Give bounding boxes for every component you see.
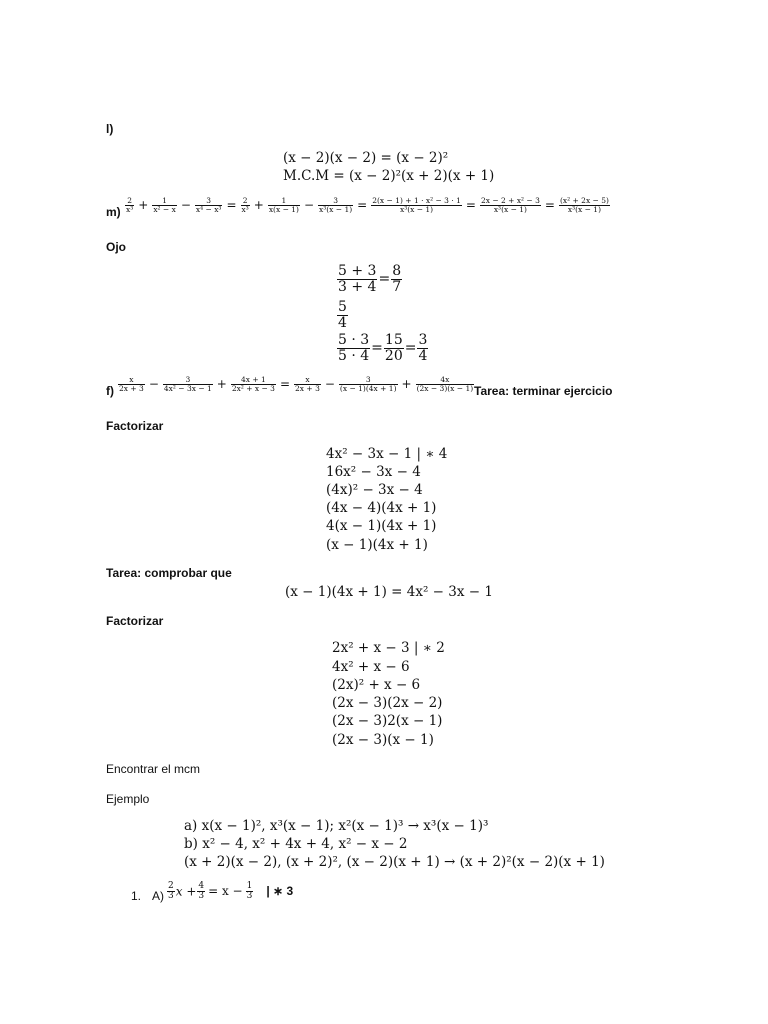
f-term-2: $\frac{3}{\text{4x² − 3x − 1}}$ [163,375,212,393]
item1-frac-2: $\frac{4}{3}$ [198,881,205,902]
f-term-1: $\frac{x}{2x + 3}$ [119,375,144,393]
m-term-6: $\frac{3}{\text{x³(x − 1)}}$ [319,196,353,214]
ojo-frac-3-result-b: $\frac{3}{4}$ [418,332,428,364]
tarea-terminar: Tarea: terminar ejercicio [474,384,613,398]
ojo-line-1: $\frac{5 + 3}{3 + 4}$ = $\frac{8}{7}$ [338,263,402,295]
f-term-5: $\frac{3}{(x - 1)(4x + 1)}$ [339,375,397,393]
factor2-line-6: (2x − 3)(x − 1) [332,732,434,748]
factor2-line-2: 4x² + x − 6 [332,659,410,675]
item1-frac-3: $\frac{1}{3}$ [246,881,253,902]
m-expression: $\frac{2}{\text{x³}}$ + $\frac{1}{\text{x² − x}}$ − $\frac{3}{\text{x⁴ − x³}}$ = $\frac{2}{\text{x³}}$ + $\frac{1}{x(x - 1)}$ − $\frac{3}{\text{x³(x − 1)}}$ = $\frac{\text{2(x − 1) + 1 · x² − 3 · 1}}{\text{x³(x − 1)}}$ = $\frac{\text{2x − 2 + x² − 3}}{\text{x³(x − 1)}}$ = $\frac{\text{(x² + 2x − 5)}}{\text{x³(x − 1)}}$ [126,196,609,214]
label-f: f) [106,384,114,398]
l-line-1: (x − 2)(x − 2) = (x − 2)² [283,150,449,166]
factorizar-heading-1: Factorizar [106,419,164,433]
ojo-frac-1-result: $\frac{8}{7}$ [392,263,402,295]
ejemplo-line-b: b) x² − 4, x² + 4x + 4, x² − x − 2 [184,836,408,852]
m-term-7: $\frac{\text{2(x − 1) + 1 · x² − 3 · 1}}{\text{x³(x − 1)}}$ [372,196,461,214]
l-line-2: M.C.M = (x − 2)²(x + 2)(x + 1) [283,168,495,184]
ojo-frac-3: $\frac{5 \cdot 3}{5 \cdot 4}$ [338,332,370,364]
m-term-9: $\frac{\text{(x² + 2x − 5)}}{\text{x³(x − 1)}}$ [559,196,609,214]
factor2-line-5: (2x − 3)2(x − 1) [332,713,443,729]
ejemplo-line-c: (x + 2)(x − 2), (x + 2)², (x − 2)(x + 1) → (x + 2)²(x − 2)(x + 1) [184,854,605,870]
item1-frac-1: $\frac{2}{3}$ [168,881,174,902]
ejemplo-heading: Ejemplo [106,792,150,806]
factor1-line-4: (4x − 4)(4x + 1) [326,500,437,516]
item-1-number: 1. [131,889,142,903]
ojo-frac-3-result-a: $\frac{15}{20}$ [384,332,403,364]
factor2-line-3: (2x)² + x − 6 [332,677,421,693]
f-term-4: $\frac{x}{2x + 3}$ [295,375,320,393]
item-1-expression: $\frac{2}{3}$ x + $\frac{4}{3}$ = x − $\frac{1}{3}$ | ∗ 3 [168,881,294,902]
ojo-frac-1: $\frac{5 + 3}{3 + 4}$ [338,263,377,295]
factor2-line-4: (2x − 3)(2x − 2) [332,695,443,711]
ojo-line-2 [336,300,349,330]
label-l: l) [106,122,114,136]
factor1-line-6: (x − 1)(4x + 1) [326,537,428,553]
comprobar-line: (x − 1)(4x + 1) = 4x² − 3x − 1 [285,584,493,600]
m-term-5: $\frac{1}{x(x - 1)}$ [268,196,299,214]
m-term-8: $\frac{\text{2x − 2 + x² − 3}}{\text{x³(x − 1)}}$ [480,196,540,214]
ojo-line-3: $\frac{5 \cdot 3}{5 \cdot 4}$ = $\frac{15}{20}$ = $\frac{3}{4}$ [338,332,428,364]
ojo-frac-2: $\frac{5}{4}$ [338,299,347,331]
factor2-line-1: 2x² + x − 3 | ∗ 2 [332,640,445,656]
f-term-3: $\frac{4x + 1}{\text{2x² + x − 3}}$ [231,375,275,393]
m-term-3: $\frac{3}{\text{x⁴ − x³}}$ [195,196,222,214]
m-term-4: $\frac{2}{\text{x³}}$ [241,196,249,214]
encontrar-mcm: Encontrar el mcm [106,762,201,776]
f-expression: $\frac{x}{2x + 3}$ − $\frac{3}{\text{4x² − 3x − 1}}$ + $\frac{4x + 1}{\text{2x² + x − 3}}$ = $\frac{x}{2x + 3}$ − $\frac{3}{(x - 1)(4x + 1)}$ + $\frac{4x}{(2x - 3)(x - 1)}$ [119,375,474,393]
m-term-2: $\frac{1}{\text{x² − x}}$ [153,196,176,214]
label-ojo: Ojo [106,240,126,254]
factor1-line-2: 16x² − 3x − 4 [326,464,421,480]
factor1-line-3: (4x)² − 3x − 4 [326,482,423,498]
factor1-line-5: 4(x − 1)(4x + 1) [326,518,437,534]
m-term-1: $\frac{2}{\text{x³}}$ [126,196,134,214]
label-m: m) [106,205,121,219]
item-1-letter: A) [152,889,164,903]
factor1-line-1: 4x² − 3x − 1 | ∗ 4 [326,446,448,462]
f-term-6: $\frac{4x}{(2x - 3)(x - 1)}$ [416,375,474,393]
factorizar-heading-2: Factorizar [106,614,164,628]
tarea-comprobar: Tarea: comprobar que [106,566,232,580]
ejemplo-line-a: a) x(x − 1)², x³(x − 1); x²(x − 1)³ → x³(x − 1)³ [184,818,489,834]
